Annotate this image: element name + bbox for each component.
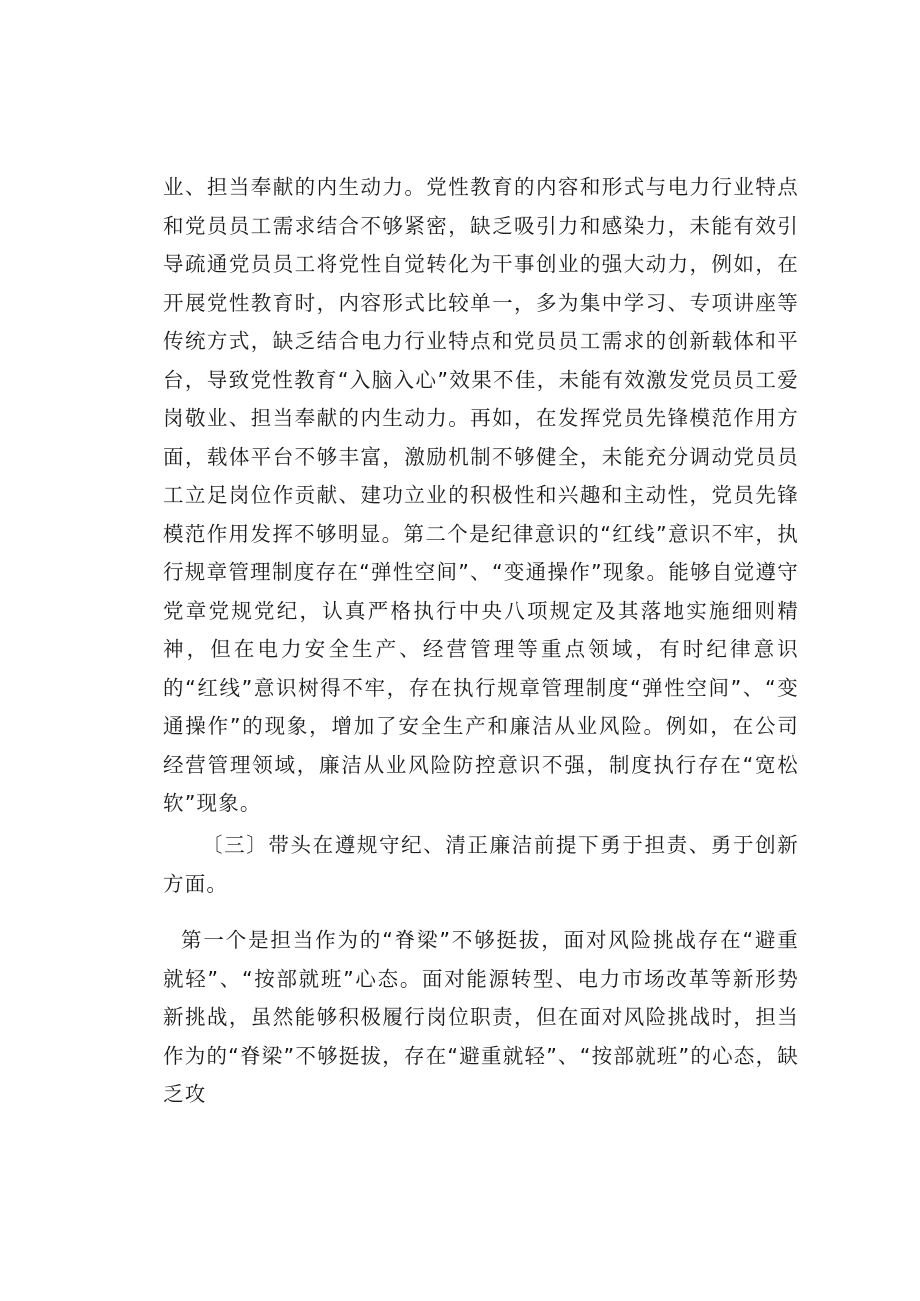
paragraph-text: 业、担当奉献的内生动力。党性教育的内容和形式与电力行业特点和党员员工需求结合不够紧密，缺乏吸引力和感染力，未能有效引导疏通党员员工将党性自觉转化为干事创业的强大动力，例如，在开展党性教育时，内容形式比较单一，多为集中学习、专项讲座等传统方式，缺乏结合电力行业特点和党员员工需求的创新载体和平台，导致党性教育“入脑入心”效果不佳，未能有效激发党员员工爱岗敬业、担当奉献的内生动力。再如，在发挥党员先锋模范作用方面，载体平台不够丰富，激励机制不够健全，未能充分调动党员员工立足岗位作贡献、建功立业的积极性和兴趣和主动性，党员先锋模范作用发挥不够明显。第二个是纪律意识的“红线”意识不牢，执行规章管理制度存在“弹性空间”、“变通操作”现象。能够自觉遵守党章党规党纪，认真严格执行中央八项规定及其落地实施细则精神，但在电力安全生产、经营管理等重点领域，有时纪律意识的“红线”意识树得不牢，存在执行规章管理制度“弹性空间”、“变通操作”的现象，增加了安全生产和廉洁从业风险。例如，在公司经营管理领域，廉洁从业风险防控意识不强，制度执行存在“宽松软”现象。 xyxy=(163,175,799,815)
heading-text: 〔三〕带头在遵规守纪、清正廉洁前提下勇于担责、勇于创新方面。 xyxy=(163,833,799,896)
paragraph-text: 第一个是担当作为的“脊梁”不够挺拔，面对风险挑战存在“避重就轻”、“按部就班”心态。面对能源转型、电力市场改革等新形势新挑战，虽然能够积极履行岗位职责，但在面对风险挑战时，担当作为的“脊梁”不够挺拔，存在“避重就轻”、“按部就班”的心态，缺乏攻 xyxy=(163,928,799,1106)
body-paragraph-continuation xyxy=(163,168,799,823)
section-heading-3 xyxy=(163,826,799,903)
body-paragraph-first-point xyxy=(163,921,799,1114)
